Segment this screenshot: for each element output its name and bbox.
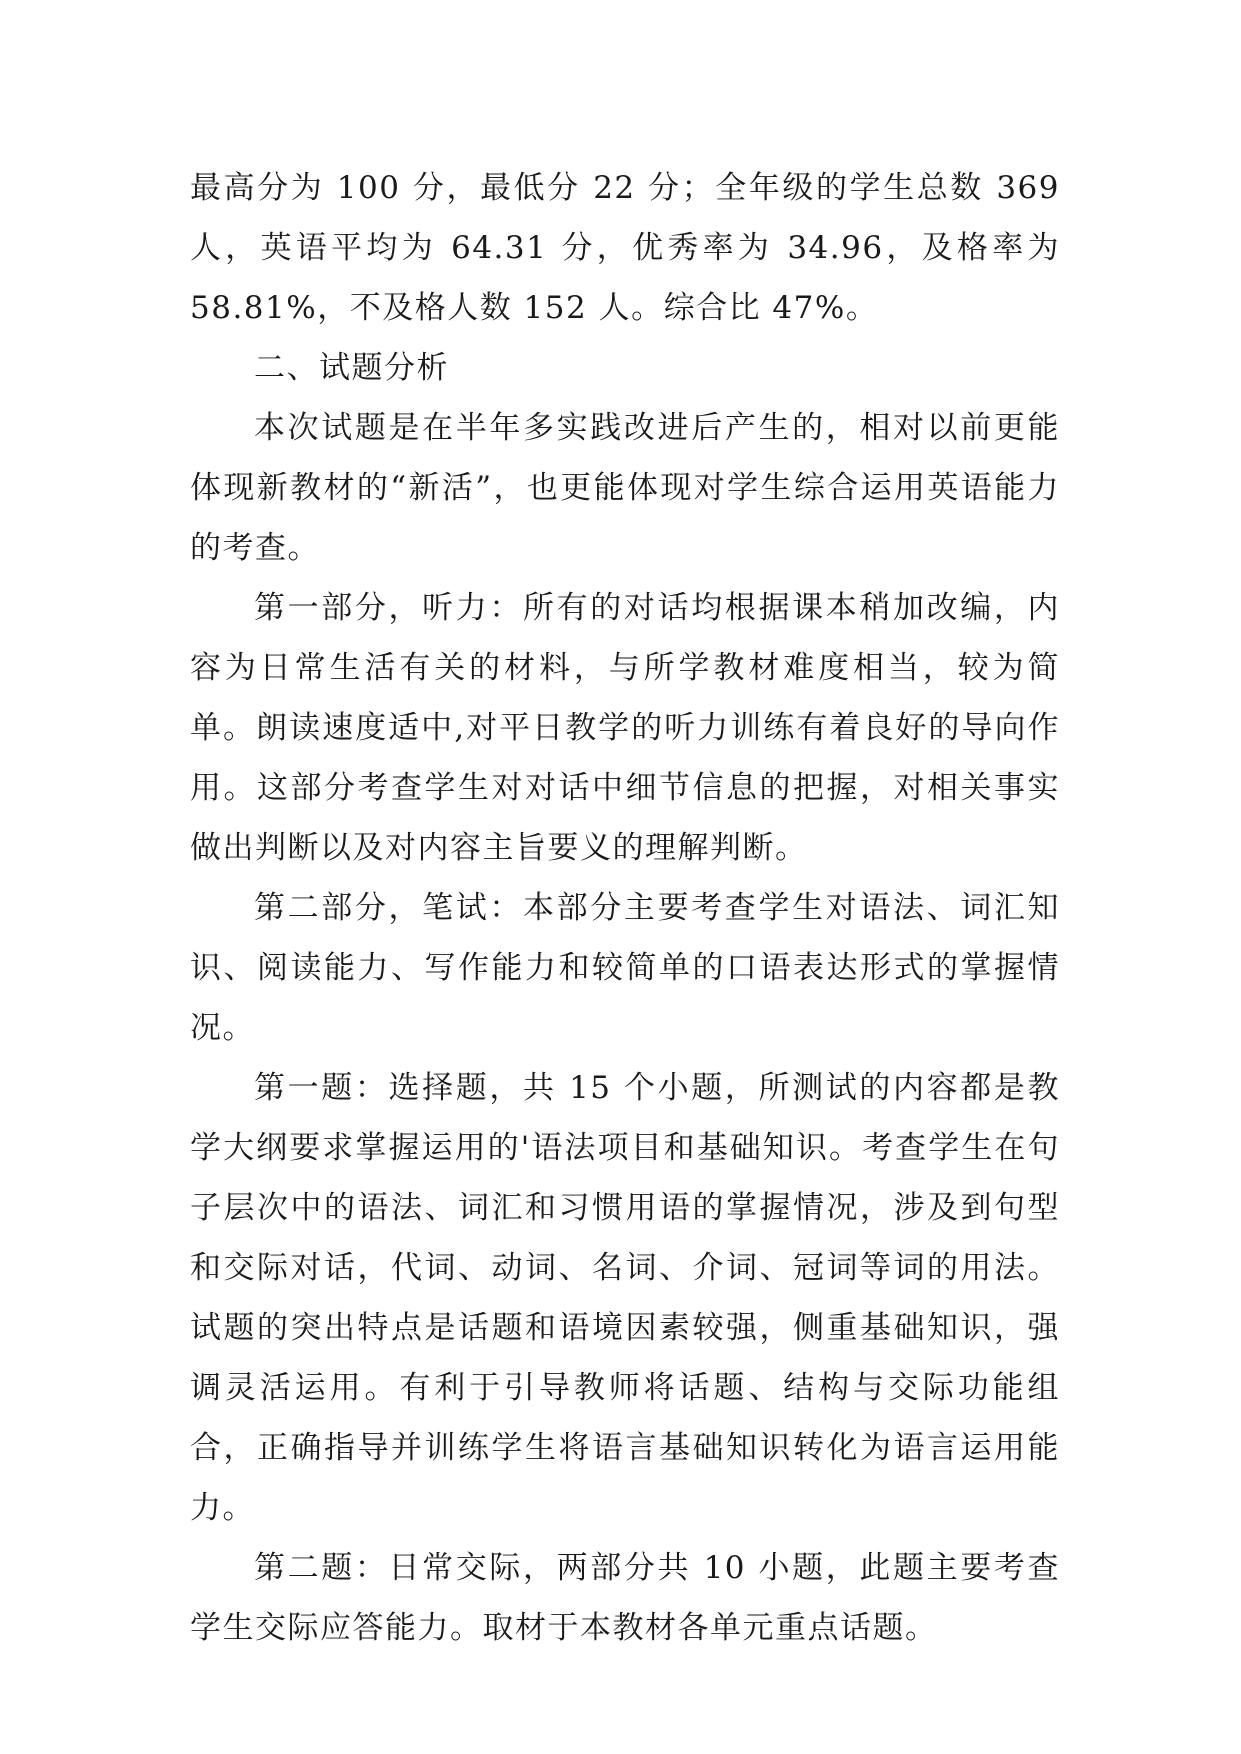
paragraph-written-test: 第二部分，笔试：本部分主要考查学生对语法、词汇知识、阅读能力、写作能力和较简单的口语表达形式的掌握情况。 — [190, 890, 1060, 1046]
paragraph-multiple-choice: 第一题：选择题，共 15 个小题，所测试的内容都是教学大纲要求掌握运用的'语法项目和基础知识。考查学生在句子层次中的语法、词汇和习惯用语的掌握情况，涉及到句型和交际对话，代词、动词、名词、介词、冠词等词的用法。试题的突出特点是话题和语境因素较强，侧重基础知识，强调灵活运用。有利于引导教师将话题、结构与交际功能组合，正确指导并训练学生将语言基础知识转化为语言运用能力。 — [190, 1070, 1060, 1526]
paragraph-listening: 第一部分，听力：所有的对话均根据课本稍加改编，内容为日常生活有关的材料，与所学教材难度相当，较为简单。朗读速度适中,对平日教学的听力训练有着良好的导向作用。这部分考查学生对对话中细节信息的把握，对相关事实做出判断以及对内容主旨要义的理解判断。 — [190, 590, 1060, 866]
document-body — [190, 158, 1060, 1658]
section-heading-question-analysis: 二、试题分析 — [254, 350, 449, 386]
paragraph-daily-communication: 第二题：日常交际，两部分共 10 小题，此题主要考查学生交际应答能力。取材于本教材各单元重点话题。 — [190, 1550, 1060, 1646]
paragraph-statistics: 最高分为 100 分，最低分 22 分；全年级的学生总数 369 人，英语平均为 64.31 分，优秀率为 34.96，及格率为 58.81%，不及格人数 152 人。综合比 47%。 — [190, 170, 1060, 326]
paragraph-overview: 本次试题是在半年多实践改进后产生的，相对以前更能体现新教材的“新活”，也更能体现对学生综合运用英语能力的考查。 — [190, 410, 1060, 566]
